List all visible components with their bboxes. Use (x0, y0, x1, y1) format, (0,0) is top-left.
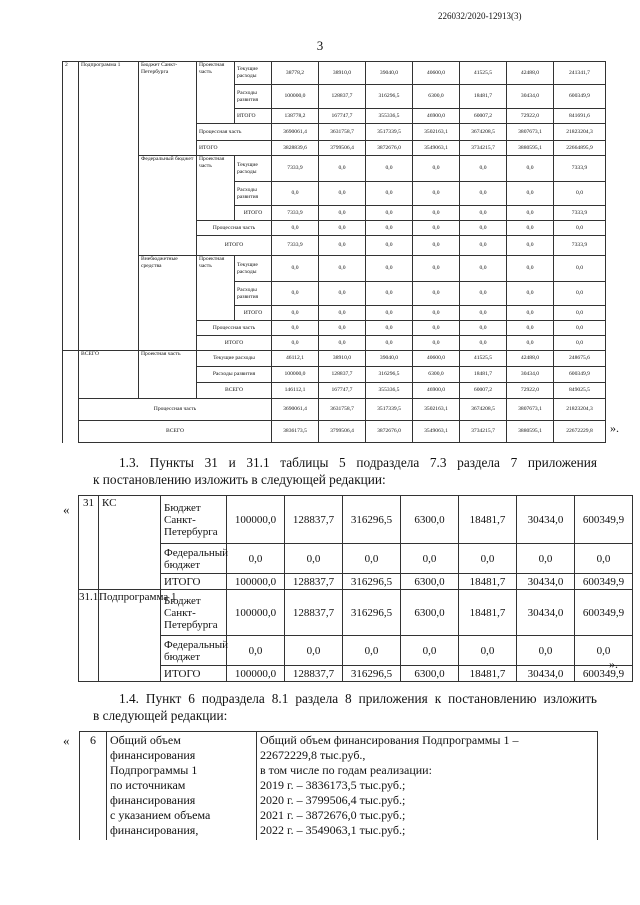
cell: 60007,2 (460, 383, 507, 399)
cell: 0,0 (460, 336, 507, 351)
cell: 0,0 (319, 321, 366, 336)
cell: 39040,0 (366, 62, 413, 85)
cell: 0,0 (507, 336, 554, 351)
cell: 0,0 (343, 544, 401, 574)
cell: 355336,5 (366, 109, 413, 124)
cell: 138778,2 (272, 109, 319, 124)
cell: 100000,0 (272, 367, 319, 383)
cell: 0,0 (227, 636, 285, 666)
paragraph-line: 1.4. Пункт 6 подраздела 8.1 раздела 8 приложения к постановлению изложить (119, 691, 597, 706)
cell: 0,0 (401, 544, 459, 574)
cell: 0,0 (575, 544, 633, 574)
cell: 128837,7 (319, 367, 366, 383)
cell: 6300,0 (401, 496, 459, 544)
cell: 3872676,0 (366, 421, 413, 443)
cell: 600349,9 (575, 590, 633, 636)
cell: 38910,0 (319, 351, 366, 367)
cell: 167747,7 (319, 383, 366, 399)
cell: 6300,0 (413, 85, 460, 109)
cell: 3799506,4 (319, 421, 366, 443)
cell: 30434,0 (507, 85, 554, 109)
cell: 0,0 (413, 182, 460, 206)
cell: 42488,0 (507, 351, 554, 367)
cell: 18481,7 (459, 666, 517, 682)
current-label: Текущие расходы (235, 156, 272, 182)
cell: 30434,0 (507, 367, 554, 383)
cell: 0,0 (366, 336, 413, 351)
cell: 0,0 (366, 306, 413, 321)
empty-cell (63, 351, 79, 443)
process-part-label: Процессная часть (79, 399, 272, 421)
cell: 0,0 (319, 182, 366, 206)
item-name: Подпрограмма 1 (99, 590, 161, 682)
cell: 3734215,7 (460, 421, 507, 443)
cell: 0,0 (507, 221, 554, 236)
cell: 0,0 (507, 206, 554, 221)
cell: 167747,7 (319, 109, 366, 124)
cell: 128837,7 (319, 85, 366, 109)
cell: 0,0 (272, 182, 319, 206)
cell: 7333,9 (554, 236, 606, 256)
cell: 21823204,3 (554, 399, 606, 421)
cell: 0,0 (319, 206, 366, 221)
cell: 0,0 (507, 321, 554, 336)
cell: 0,0 (366, 282, 413, 306)
text-line: финансирования (110, 793, 196, 807)
cell: 0,0 (413, 256, 460, 282)
cell: 0,0 (413, 206, 460, 221)
cell: 3880595,1 (507, 421, 554, 443)
cell: 41525,5 (460, 62, 507, 85)
item-number: 6 (80, 732, 107, 840)
cell: 0,0 (285, 636, 343, 666)
cell: 22672229,8 (554, 421, 606, 443)
cell: 0,0 (554, 336, 606, 351)
cell: 600349,9 (554, 85, 606, 109)
cell: 0,0 (507, 182, 554, 206)
cell: 0,0 (272, 321, 319, 336)
development-label: Расходы развития (197, 367, 272, 383)
item-value (257, 732, 598, 840)
cell: 0,0 (413, 282, 460, 306)
cell: 18481,7 (459, 590, 517, 636)
cell: 46112,1 (272, 351, 319, 367)
item-number: 31 (79, 496, 99, 590)
development-label: Расходы развития (235, 282, 272, 306)
cell: 0,0 (319, 336, 366, 351)
table-row (79, 496, 633, 544)
itogo-caps-label: ИТОГО (197, 141, 272, 156)
cell: 3880595,1 (507, 141, 554, 156)
item-label (107, 732, 257, 840)
cell: 0,0 (554, 306, 606, 321)
open-quote: « (63, 502, 70, 517)
table-row (63, 351, 606, 367)
cell: 0,0 (366, 182, 413, 206)
table-row (63, 156, 606, 182)
project-part-label: Проектная часть (139, 351, 197, 399)
cell: 41525,5 (460, 351, 507, 367)
cell: 18481,7 (460, 367, 507, 383)
cell: 0,0 (319, 282, 366, 306)
cell: 0,0 (460, 256, 507, 282)
cell: 0,0 (413, 336, 460, 351)
cell: 0,0 (554, 321, 606, 336)
cell: 146112,1 (272, 383, 319, 399)
cell: 3872676,0 (366, 141, 413, 156)
cell: 7333,9 (272, 236, 319, 256)
item-name: КС (99, 496, 161, 590)
cell: 21823204,3 (554, 124, 606, 141)
table-row (63, 256, 606, 282)
cell: 3502163,1 (413, 399, 460, 421)
table-row (79, 574, 633, 590)
cell: 30434,0 (517, 496, 575, 544)
cell: 0,0 (575, 636, 633, 666)
cell: 0,0 (554, 282, 606, 306)
text-line: 2019 г. – 3836173,5 тыс.руб.; (260, 778, 406, 792)
cell: 316296,5 (343, 574, 401, 590)
cell: 7333,9 (272, 156, 319, 182)
cell: 22664895,9 (554, 141, 606, 156)
cell: 72922,0 (507, 109, 554, 124)
table-row (79, 636, 633, 666)
cell: 0,0 (413, 306, 460, 321)
table-row (80, 732, 598, 840)
cell: 7333,9 (272, 206, 319, 221)
cell: 0,0 (460, 236, 507, 256)
cell: 3690061,4 (272, 124, 319, 141)
cell: 100000,0 (227, 666, 285, 682)
itogo-label: ИТОГО (161, 666, 227, 682)
cell: 100000,0 (227, 590, 285, 636)
paragraph-1-4 (93, 690, 597, 724)
cell: 60007,2 (460, 109, 507, 124)
cell: 46900,0 (413, 109, 460, 124)
cell: 0,0 (517, 636, 575, 666)
cell: 0,0 (413, 236, 460, 256)
cell: 0,0 (366, 221, 413, 236)
source-offbudget: Внебюджетные средства (139, 256, 197, 351)
cell: 0,0 (460, 156, 507, 182)
cell: 0,0 (366, 256, 413, 282)
cell: 40600,0 (413, 62, 460, 85)
cell: 0,0 (343, 636, 401, 666)
cell: 316296,5 (366, 367, 413, 383)
closing-quote: ». (609, 657, 618, 671)
cell: 0,0 (507, 236, 554, 256)
table-row (63, 421, 606, 443)
cell: 0,0 (554, 221, 606, 236)
cell: 3674208,5 (460, 124, 507, 141)
cell: 40600,0 (413, 351, 460, 367)
process-part-label: Процессная часть (197, 321, 272, 336)
text-line: в том числе по годам реализации: (260, 763, 432, 777)
paragraph-line: к постановлению изложить в следующей редакции: (93, 472, 386, 487)
cell: 0,0 (272, 306, 319, 321)
project-part-label: Проектная часть (197, 156, 235, 221)
cell: 849025,5 (554, 383, 606, 399)
cell: 128837,7 (285, 574, 343, 590)
text-line: Общий объем финансирования Подпрограммы 1 – (260, 733, 519, 747)
itogo-label: ИТОГО (235, 306, 272, 321)
cell: 0,0 (272, 282, 319, 306)
text-line: 22672229,8 тыс.руб., (260, 748, 366, 762)
cell: 0,0 (285, 544, 343, 574)
cell: 3517339,5 (366, 399, 413, 421)
cell: 0,0 (460, 221, 507, 236)
open-quote: « (63, 733, 70, 748)
process-part-label: Процессная часть (197, 124, 272, 141)
cell: 0,0 (460, 282, 507, 306)
cell: 3690061,4 (272, 399, 319, 421)
cell: 0,0 (319, 306, 366, 321)
cell: 0,0 (459, 544, 517, 574)
table-row (63, 62, 606, 85)
cell: 100000,0 (272, 85, 319, 109)
cell: 3799506,4 (319, 141, 366, 156)
table-row (79, 544, 633, 574)
cell: 3631758,7 (319, 124, 366, 141)
cell: 0,0 (366, 236, 413, 256)
cell: 3734215,7 (460, 141, 507, 156)
cell: 3674208,5 (460, 399, 507, 421)
text-line: Подпрограммы 1 (110, 763, 198, 777)
cell: 841691,6 (554, 109, 606, 124)
source-spb: Бюджет Санкт-Петербурга (161, 496, 227, 544)
current-label: Текущие расходы (197, 351, 272, 367)
cell: 600349,9 (575, 496, 633, 544)
total-label: ВСЕГО (79, 421, 272, 443)
text-line: с указанием объема (110, 808, 211, 822)
cell: 38910,0 (319, 62, 366, 85)
itogo-caps-label: ИТОГО (197, 236, 272, 256)
table-row (63, 399, 606, 421)
source-federal: Федеральный бюджет (139, 156, 197, 256)
text-line: финансирования, (110, 823, 199, 837)
paragraph-line: в следующей редакции: (93, 708, 228, 723)
cell: 128837,7 (285, 496, 343, 544)
cell: 0,0 (366, 156, 413, 182)
vsego-label: ВСЕГО (79, 351, 139, 399)
cell: 3502163,1 (413, 124, 460, 141)
process-part-label: Процессная часть (197, 221, 272, 236)
cell: 600349,9 (554, 367, 606, 383)
cell: 6300,0 (413, 367, 460, 383)
cell: 0,0 (507, 256, 554, 282)
itogo-label: ИТОГО (235, 206, 272, 221)
project-part-label: Проектная часть (197, 256, 235, 321)
cell: 72922,0 (507, 383, 554, 399)
cell: 46900,0 (413, 383, 460, 399)
cell: 0,0 (272, 336, 319, 351)
text-line: 2022 г. – 3549063,1 тыс.руб.; (260, 823, 406, 837)
source-spb: Бюджет Санкт-Петербурга (139, 62, 197, 156)
cell: 0,0 (554, 182, 606, 206)
table-5-items (78, 495, 633, 682)
cell: 18481,7 (459, 496, 517, 544)
cell: 128837,7 (285, 590, 343, 636)
cell: 3517339,5 (366, 124, 413, 141)
cell: 128837,7 (285, 666, 343, 682)
cell: 0,0 (272, 256, 319, 282)
cell: 0,0 (319, 256, 366, 282)
cell: 241341,7 (554, 62, 606, 85)
cell: 0,0 (554, 256, 606, 282)
cell: 3807673,1 (507, 399, 554, 421)
itogo-label: ИТОГО (161, 574, 227, 590)
cell: 248675,6 (554, 351, 606, 367)
cell: 3828839,6 (272, 141, 319, 156)
development-label: Расходы развития (235, 85, 272, 109)
text-line: Общий объем (110, 733, 181, 747)
cell: 3836173,5 (272, 421, 319, 443)
cell: 3807673,1 (507, 124, 554, 141)
cell: 316296,5 (366, 85, 413, 109)
cell: 0,0 (319, 156, 366, 182)
cell: 6300,0 (401, 574, 459, 590)
cell: 3549063,1 (413, 141, 460, 156)
cell: 6300,0 (401, 590, 459, 636)
paragraph-line: 1.3. Пункты 31 и 31.1 таблицы 5 подраздела 7.3 раздела 7 приложения (119, 455, 597, 470)
cell: 30434,0 (517, 590, 575, 636)
cell: 0,0 (413, 156, 460, 182)
cell: 0,0 (507, 306, 554, 321)
cell: 0,0 (227, 544, 285, 574)
cell: 600349,9 (575, 666, 633, 682)
cell: 18481,7 (459, 574, 517, 590)
cell: 0,0 (517, 544, 575, 574)
cell: 0,0 (272, 221, 319, 236)
cell: 30434,0 (517, 666, 575, 682)
document-number: 226032/2020-12913(3) (438, 11, 522, 21)
current-label: Текущие расходы (235, 256, 272, 282)
cell: 38778,2 (272, 62, 319, 85)
cell: 0,0 (413, 321, 460, 336)
sum-label: ВСЕГО (197, 383, 272, 399)
cell: 0,0 (460, 182, 507, 206)
cell: 0,0 (507, 156, 554, 182)
cell: 316296,5 (343, 666, 401, 682)
cell: 600349,9 (575, 574, 633, 590)
cell: 316296,5 (343, 590, 401, 636)
cell: 0,0 (460, 321, 507, 336)
row-index: 2 (63, 62, 79, 351)
cell: 6300,0 (401, 666, 459, 682)
project-part-label: Проектная часть (197, 62, 235, 124)
cell: 3631758,7 (319, 399, 366, 421)
cell: 18481,7 (460, 85, 507, 109)
table-row (79, 590, 633, 636)
text-line: 2020 г. – 3799506,4 тыс.руб.; (260, 793, 406, 807)
cell: 100000,0 (227, 574, 285, 590)
text-line: 2021 г. – 3872676,0 тыс.руб.; (260, 808, 406, 822)
financing-table-subprogram-1 (62, 61, 606, 443)
page-number: 3 (316, 38, 324, 53)
itogo-label: ИТОГО (235, 109, 272, 124)
item-number: 31.1 (79, 590, 99, 682)
cell: 7333,9 (554, 156, 606, 182)
cell: 0,0 (507, 282, 554, 306)
text-line: финансирования (110, 748, 196, 762)
cell: 3549063,1 (413, 421, 460, 443)
cell: 0,0 (460, 306, 507, 321)
subprogram-passport-table (79, 731, 598, 840)
cell: 0,0 (366, 206, 413, 221)
cell: 355336,5 (366, 383, 413, 399)
cell: 0,0 (459, 636, 517, 666)
closing-quote: ». (610, 421, 619, 435)
paragraph-1-3 (93, 454, 597, 488)
source-federal: Федеральный бюджет (161, 636, 227, 666)
source-federal: Федеральный бюджет (161, 544, 227, 574)
current-label: Текущие расходы (235, 62, 272, 85)
source-spb: Бюджет Санкт-Петербурга (161, 590, 227, 636)
development-label: Расходы развития (235, 182, 272, 206)
cell: 316296,5 (343, 496, 401, 544)
cell: 7333,9 (554, 206, 606, 221)
cell: 100000,0 (227, 496, 285, 544)
cell: 0,0 (366, 321, 413, 336)
cell: 30434,0 (517, 574, 575, 590)
cell: 0,0 (401, 636, 459, 666)
cell: 0,0 (319, 221, 366, 236)
cell: 0,0 (413, 221, 460, 236)
itogo-caps-label: ИТОГО (197, 336, 272, 351)
cell: 39040,0 (366, 351, 413, 367)
cell: 0,0 (460, 206, 507, 221)
cell: 0,0 (319, 236, 366, 256)
table-row (79, 666, 633, 682)
text-line: по источникам (110, 778, 186, 792)
subprogram-name: Подпрограмма 1 (79, 62, 139, 351)
cell: 42488,0 (507, 62, 554, 85)
